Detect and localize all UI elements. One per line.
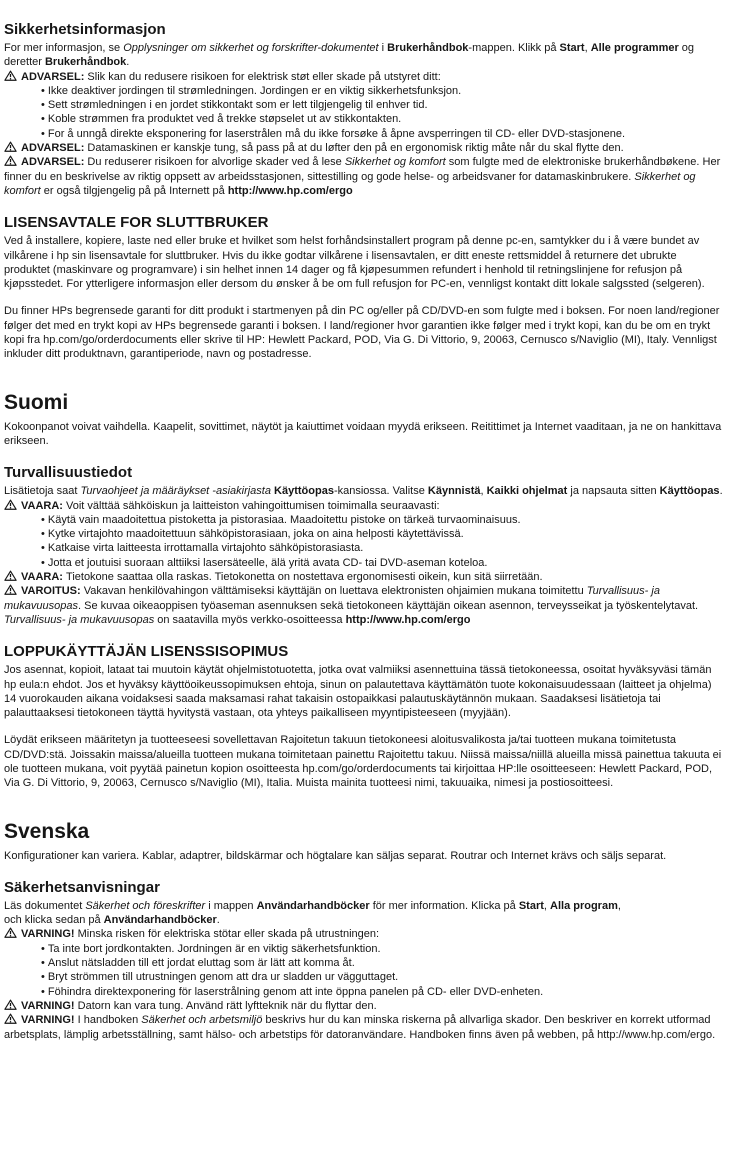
section-heading: Turvallisuustiedot xyxy=(4,464,133,482)
body-text: . Se kuvaa oikeaoppisen työaseman asennuksen sekä tietokoneen käyttäjän oikean asennon, terveysseikat ja työskentelytavat. xyxy=(78,599,699,612)
bullet-item: • Kytke virtajohto maadoitettuun sähköpistorasiaan, joka on aina helposti käytettävissä. xyxy=(41,527,725,541)
bold-text: Användarhandböcker xyxy=(103,914,217,927)
body-text: och klicka sedan på xyxy=(4,914,104,927)
bullet-item: • Katkaise virta laitteesta irrottamalla virtajohto sähköpistorasiasta. xyxy=(41,541,725,555)
body-text: , xyxy=(543,899,551,912)
paragraph xyxy=(4,663,725,720)
warning-paragraph xyxy=(4,499,725,513)
bullet-item: • Ta inte bort jordkontakten. Jordningen är en viktig säkerhetsfunktion. xyxy=(41,942,725,956)
bold-text: Alle programmer xyxy=(590,42,679,54)
paragraph xyxy=(4,849,725,863)
bold-text: Käyttöopas xyxy=(274,485,334,498)
warning-paragraph xyxy=(4,1013,725,1042)
body-text: Konfigurationer kan variera. Kablar, adaptrer, bildskärmar och högtalare kan säljas separat. Routrar och Internet krävs och säljs separat. xyxy=(4,849,667,862)
warning-paragraph xyxy=(4,584,725,627)
section-heading: LISENSAVTALE FOR SLUTTBRUKER xyxy=(4,214,269,232)
body-text: -mappen. Klikk på xyxy=(468,42,560,54)
warning-label: VAARA: xyxy=(21,571,67,584)
bold-text: Brukerhåndbok xyxy=(387,42,469,54)
body-text: Ved å installere, kopiere, laste ned eller bruke et hvilket som helst forhåndsinstallert program på denne pc-en, samtykker du i å være bundet av vilkårene i hp sin lisensavtale for sluttbruker. Hvis du ikke godtar vilkårene i lisensavtalen, er ditt eneste rettsmiddel å returnere det ubrukte produktet (maskinvare og programvare) i sin helhet innen 14 dager og få kjøpesummen refundert i henhold til retningslinjene for refusjon på kjøpsstedet. For ytterligere informasjon eller dersom du ønsker å be om full refusjon for PC-en, vennligst kontakt ditt lokale salgssted (selgeren). xyxy=(4,235,705,291)
italic-text: Turvallisuus- ja mukavuusopas xyxy=(4,613,155,626)
language-heading: Suomi xyxy=(4,390,69,414)
italic-text: Sikkerhet og komfort xyxy=(4,170,696,197)
warning-label: VARNING! xyxy=(21,1014,78,1027)
body-text: , xyxy=(480,485,487,498)
bullet-item: • Käytä vain maadoitettua pistoketta ja pistorasiaa. Maadoitettu pistoke on tärkeä turvaominaisuus. xyxy=(41,513,725,527)
warning-paragraph xyxy=(4,70,725,84)
warning-triangle-icon xyxy=(4,499,17,510)
body-text: som fulgte med de elektroniske brukerhåndbøkene. Her finner du en beskrivelse av riktig oppsett av arbeidsstasjonen, sittestilling og gode helse- og arbeidsvaner for datamaskinbrukere. xyxy=(4,156,721,183)
italic-text: Säkerhet och föreskrifter xyxy=(85,899,206,912)
body-text: Löydät erikseen määritetyn ja tuotteeseesi sovellettavan Rajoitetun takuun tietokoneesi aloitusvalikosta ja/tai tuotteen mukana toimitetusta CD/DVD:stä. Joissakin maissa/alueilla tuotteen mukana toimitetaan painettu Rajoitettu takuu. Niissä maissa/niillä alueilla missä painettua takuuta ei ole tuotteen mukana, voit pyytää painetun kopion osoitteesta hp.com/go/orderdocuments tai kirjoittaa HP:lle osoitteeseen: Hewlett Packard, POD, Via G. Di Vittorio, 9, 20063, Cernusco s/Naviglio (MI), Italia. Muista mainita tuotteesi nimi, takuuaika, nimesi ja postiosoitteesi. xyxy=(4,734,722,790)
bold-text: Start xyxy=(518,899,544,912)
bullet-item: • Ikke deaktiver jordingen til strømledningen. Jordingen er en viktig sikkerhetsfunksjon. xyxy=(41,84,725,98)
paragraph xyxy=(4,733,725,790)
body-text: Datorn kan vara tung. Använd rätt lyftteknik när du flyttar den. xyxy=(77,999,377,1012)
body-text: . xyxy=(719,485,723,498)
bullet-item: • Jotta et joutuisi suoraan alttiiksi lasersäteelle, älä yritä avata CD- tai DVD-aseman koteloa. xyxy=(41,556,725,570)
paragraph xyxy=(4,899,725,928)
italic-text: Säkerhet och arbetsmiljö xyxy=(141,1014,263,1027)
language-heading: Svenska xyxy=(4,819,90,843)
body-text: For mer informasjon, se xyxy=(4,42,124,54)
warning-triangle-icon xyxy=(4,141,17,152)
body-text: Jos asennat, kopioit, lataat tai muutoin käytät ohjelmistotuotetta, jotka ovat valmiiksi asennettuina tässä tietokoneessa, osoitat hyväksyväsi tämän hp eula:n ehdot. Jos et hyväksy käyttöoikeussopimuksen ehtoja, sinun on palautettava käyttämätön tuote kokonaisuudessaan (laitteet ja ohjelma) 14 vuorokauden aikana voidaksesi saada maksamasi rahat takaisin ostopaikkasi palautuskäytännön mukaan. Saadaksesi lisätietoja tai palauttaaksesi tietokoneen täyttä hyvitystä vastaan, ota yhteys paikalliseen myyntipisteeseen (myyjään). xyxy=(4,664,712,720)
warning-label: VARNING! xyxy=(21,999,78,1012)
body-text: beskrivs hur du kan minska riskerna på allvarliga skador. Den beskriver en korrekt utformad arbetsplats, lämplig arbetsställning, samt hälso- och arbetstips för datoranvändare. Handboken finns även på webben, på http://www.hp.com/ergo. xyxy=(4,1014,716,1041)
body-text: Datamaskinen er kanskje tung, så pass på at du løfter den på en ergonomisk riktig måte når du skal flytte den. xyxy=(87,142,624,155)
warning-label: ADVARSEL: xyxy=(21,142,88,155)
body-text: Minska risken för elektriska stötar eller skada på utrustningen: xyxy=(77,928,380,941)
bullet-item: • Koble strømmen fra produktet ved å trekke støpselet ut av stikkontakten. xyxy=(41,112,725,126)
bold-text: Käyttöopas xyxy=(659,485,720,498)
body-text: og deretter xyxy=(4,42,695,69)
body-text: I handboken xyxy=(77,1014,142,1027)
bullet-list xyxy=(4,84,725,141)
bold-text: Alla program xyxy=(550,899,618,912)
bullet-item: • Bryt strömmen till utrustningen genom att dra ur sladden ur vägguttaget. xyxy=(41,970,725,984)
body-text: Vakavan henkilövahingon välttämiseksi käyttäjän on luettava elektronisten ohjaimien mukana toimitettu xyxy=(83,585,587,598)
warning-paragraph xyxy=(4,999,725,1013)
bullet-item: • Anslut nätsladden till ett jordat eluttag som är lätt att komma åt. xyxy=(41,956,725,970)
italic-text: Turvaohjeet ja määräykset -asiakirjasta xyxy=(80,485,271,498)
body-text: . xyxy=(126,56,130,69)
body-text: Kokoonpanot voivat vaihdella. Kaapelit, sovittimet, näytöt ja kaiuttimet voidaan myydä erikseen. Reitittimet ja Internet vaaditaan, ja ne on hankittava erikseen. xyxy=(4,420,722,447)
warning-paragraph xyxy=(4,570,725,584)
warning-triangle-icon xyxy=(4,1013,17,1024)
paragraph xyxy=(4,304,725,361)
paragraph xyxy=(4,484,725,498)
warning-label: ADVARSEL: xyxy=(21,156,88,169)
warning-triangle-icon xyxy=(4,155,17,166)
section-heading: Säkerhetsanvisningar xyxy=(4,878,160,896)
body-text: er også tilgjengelig på på Internett på xyxy=(40,184,228,197)
bullet-list xyxy=(4,513,725,570)
section-heading: Sikkerhetsinformasjon xyxy=(4,21,166,38)
bullet-item: • For å unngå direkte eksponering for laserstrålen må du ikke forsøke å åpne avsperringen til CD- eller DVD-stasjonene. xyxy=(41,127,725,141)
bold-text: Kaikki ohjelmat xyxy=(486,485,568,498)
warning-triangle-icon xyxy=(4,570,17,581)
bold-text: http://www.hp.com/ergo xyxy=(345,613,471,626)
body-text: Slik kan du redusere risikoen for elektrisk støt eller skade på utstyret ditt: xyxy=(87,70,441,83)
bold-text: Käynnistä xyxy=(427,485,481,498)
body-text: , xyxy=(617,899,621,912)
bullet-item: • Sett strømledningen i en jordet stikkontakt som er lett tilgjengelig til enhver tid. xyxy=(41,98,725,112)
italic-text: Sikkerhet og komfort xyxy=(344,156,446,169)
bold-text: Start xyxy=(559,42,585,54)
body-text: , xyxy=(584,42,591,54)
body-text: Lisätietoja saat xyxy=(4,485,81,498)
bold-text: Brukerhåndbok xyxy=(44,56,127,69)
bullet-item: • Föhindra direktexponering för laserstrålning genom att inte öppna panelen på CD- eller DVD-enheten. xyxy=(41,985,725,999)
document-body xyxy=(4,21,725,1042)
body-text: Voit välttää sähköiskun ja laitteiston vahingoittumisen toimimalla seuraavasti: xyxy=(66,499,440,512)
warning-paragraph xyxy=(4,141,725,155)
body-text: -kansiossa. Valitse xyxy=(333,485,428,498)
paragraph xyxy=(4,41,725,70)
warning-triangle-icon xyxy=(4,584,17,595)
bold-text: http://www.hp.com/ergo xyxy=(227,184,353,197)
body-text: Du reduserer risikoen for alvorlige skader ved å lese xyxy=(87,156,345,169)
body-text: i mappen xyxy=(205,899,257,912)
warning-triangle-icon xyxy=(4,999,17,1010)
body-text: Du finner HPs begrensede garanti for ditt produkt i startmenyen på din PC og/eller på CD/DVD-en som fulgte med i boksen. For noen land/regioner følger det med en trykt kopi av HPs begrensede garanti i boksen. I land/regioner hvor garantien ikke følger med i trykt kopi, kan du be om en trykt kopi fra hp.com/go/orderdocuments eller skrive til HP: Hewlett Packard, POD, Via G. Di Vittorio, 9, 20063, Cernusco s/Naviglio (MI), Italy. Vennligst inkluder ditt produktnavn, garantiperiode, navn og postadresse. xyxy=(4,305,720,361)
body-text: i xyxy=(378,42,388,54)
body-text: on saatavilla myös verkko-osoitteessa xyxy=(154,613,346,626)
warning-label: VAARA: xyxy=(21,499,67,512)
body-text: Läs dokumentet xyxy=(4,899,86,912)
warning-paragraph xyxy=(4,155,725,198)
body-text: Tietokone saattaa olla raskas. Tietokonetta on nostettava ergonomisesti oikein, kun sitä siirretään. xyxy=(66,571,543,584)
warning-triangle-icon xyxy=(4,70,17,81)
bullet-list xyxy=(4,942,725,999)
body-text: ja napsauta sitten xyxy=(567,485,660,498)
italic-text: Opplysninger om sikkerhet og forskrifter-dokumentet xyxy=(123,42,379,54)
italic-text: Turvallisuus- ja mukavuusopas xyxy=(4,585,660,612)
body-text: för mer information. Klicka på xyxy=(369,899,519,912)
paragraph xyxy=(4,234,725,291)
warning-triangle-icon xyxy=(4,927,17,938)
body-text: . xyxy=(216,914,220,927)
section-heading: LOPPUKÄYTTÄJÄN LISENSSISOPIMUS xyxy=(4,643,289,661)
warning-paragraph xyxy=(4,927,725,941)
bold-text: Användarhandböcker xyxy=(256,899,370,912)
warning-label: ADVARSEL: xyxy=(21,70,88,83)
paragraph xyxy=(4,420,725,449)
warning-label: VARNING! xyxy=(21,928,78,941)
warning-label: VAROITUS: xyxy=(21,585,84,598)
